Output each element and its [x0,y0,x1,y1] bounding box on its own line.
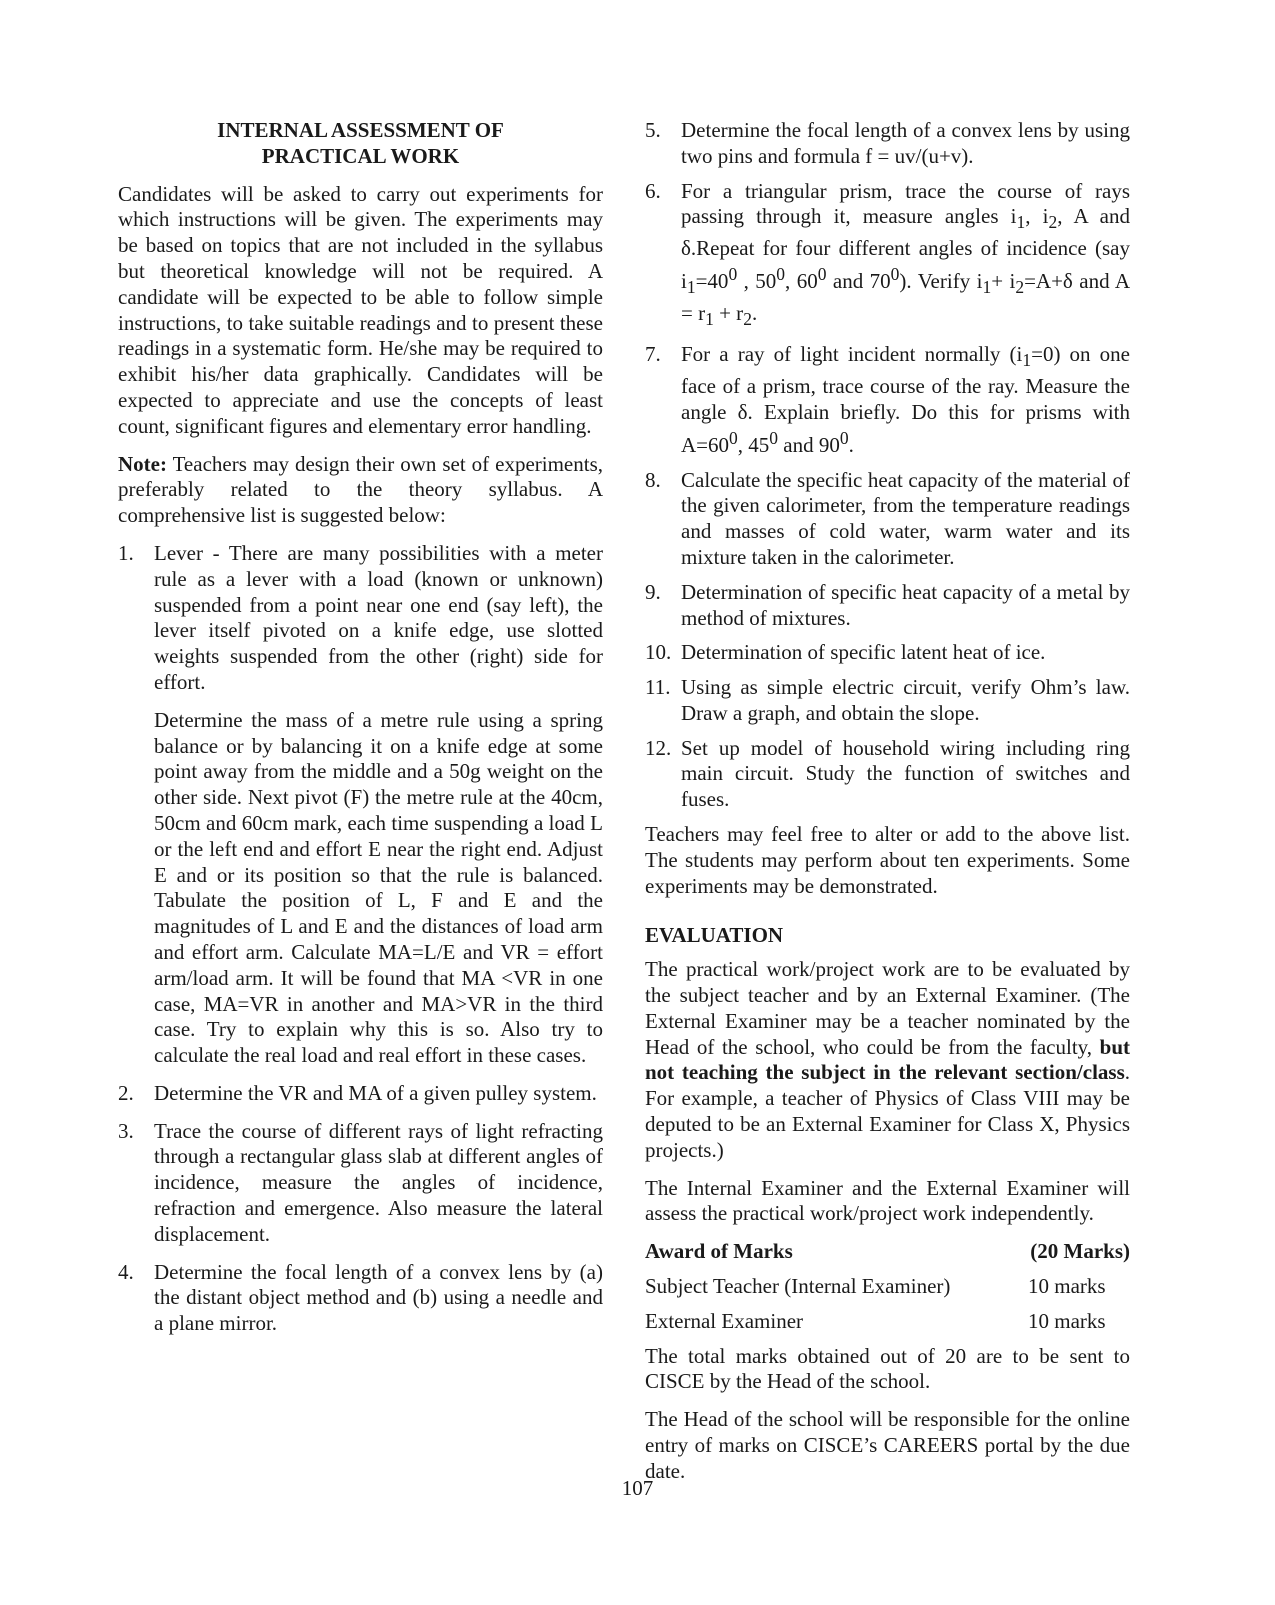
right-column [645,118,1130,1497]
item-text [681,179,1130,334]
marks-value: 10 marks [1028,1274,1106,1299]
closing-paragraph: Teachers may feel free to alter or add to the above list. The students may perform about ten experiments. Some experiments may be demonstrated. [645,822,1130,898]
item-number: 2. [118,1080,134,1105]
experiment-list-right [645,118,1130,813]
emphasis-text: but not teaching the subject in the relevant section/class [645,1034,1130,1085]
subscript: 2 [1015,277,1025,298]
total-marks-paragraph: The total marks obtained out of 20 are to be sent to CISCE by the Head of the school. [645,1343,1130,1394]
text-run: . [751,301,758,326]
item-text: Determine the focal length of a convex lens by using two pins and formula f = uv/(u+v). [681,118,1130,168]
list-item [645,179,1130,334]
text-run: =A+δ and A = r [681,269,1131,326]
evaluation-heading: EVALUATION [645,923,784,948]
subscript: 2 [743,309,752,330]
item-text: Determination of specific heat capacity of a metal by method of mixtures. [681,579,1130,630]
item-number: 8. [645,467,661,492]
subscript: 1 [1022,350,1032,371]
item-text [681,342,1130,458]
superscript: 0 [890,264,900,285]
title-line-2: PRACTICAL WORK [261,143,460,168]
text-run: , 60 [785,269,818,294]
text-run: and 70 [826,269,891,294]
subscript: 1 [705,309,714,330]
independent-assessment-paragraph: The Internal Examiner and the External Examiner will assess the practical work/project work independently. [645,1175,1130,1226]
marks-row [645,1309,1130,1335]
award-total: (20 Marks) [1030,1239,1130,1264]
marks-row [645,1274,1130,1300]
item-text: Calculate the specific heat capacity of the material of the given calorimeter, from the temperature readings and masses of cold water, warm water and its mixture taken in the calorimeter. [681,467,1130,569]
subscript: 1 [1016,212,1026,233]
item-number: 6. [645,178,661,203]
item-text: Determination of specific latent heat of ice. [681,640,1046,665]
item-number: 3. [118,1118,134,1143]
note-text: Teachers may design their own set of experiments, preferably related to the theory syllabus. A comprehensive list is suggested below: [118,451,603,528]
text-run: . [848,432,854,457]
award-of-marks-row [645,1239,1130,1265]
item-text: Using as simple electric circuit, verify Ohm’s law. Draw a graph, and obtain the slope. [681,675,1130,725]
text-run: , 45 [737,432,770,457]
list-item [118,541,603,1069]
section-title [118,118,603,170]
item-subparagraph: Determine the mass of a metre rule using a spring balance or by balancing it on a knife edge at some point away from the middle and a 50g weight on the other side. Next pivot (F) the metre rule at the 40cm, 50cm and 60cm mark, each time suspending a load L or the left end and effort E near the right end. Adjust E and or its position so that the rule is balanced. Tabulate the position of L, F and E and the magnitudes of L and E and the distances of load arm and effort arm. Calculate MA=L/E and VR = effort arm/load arm. It will be found that MA <VR in one case, MA=VR in another and MA>VR in the third case. Try to explain why this is so. Also try to calculate the real load and real effort in these cases. [154,707,603,1068]
text-run: =0) on one face of a prism, trace course of the ray. Measure the angle δ. Explain briefly. Do this for prisms with A=60 [681,342,1130,457]
superscript: 0 [729,427,738,448]
text-run: . For example, a teacher of Physics of Class VIII may be deputed to be an External Examiner for Class X, Physics projects.) [645,1060,1130,1162]
marks-label: External Examiner [645,1308,804,1333]
text-run: =40 [695,269,729,294]
list-item [118,1081,603,1107]
list-item [645,468,1130,571]
list-item [645,675,1130,727]
text-run: and 90 [778,432,840,457]
item-text: Determine the focal length of a convex lens by (a) the distant object method and (b) using a needle and a plane mirror. [154,1259,603,1336]
subscript: 2 [1048,212,1058,233]
online-entry-paragraph: The Head of the school will be responsible for the online entry of marks on CISCE’s CAREERS portal by the due date. [645,1407,1130,1483]
list-item [645,342,1130,458]
text-run: + i [991,269,1016,294]
superscript: 0 [728,264,738,285]
left-column [118,118,603,1349]
title-line-1: INTERNAL ASSESSMENT OF [217,118,504,142]
item-number: 7. [645,342,661,367]
text-run: , 50 [737,269,777,294]
intro-paragraph: Candidates will be asked to carry out experiments for which instructions will be given. The experiments may be based on topics that are not included in the syllabus but theoretical knowledge will not be required. A candidate will be expected to be able to follow simple instructions, to take suitable readings and to present these readings in a systematic form. He/she may be required to exhibit his/her data graphically. Candidates will be expected to appreciate and use the concepts of least count, significant figures and elementary error handling. [118,181,603,438]
page-number: 107 [621,1476,654,1500]
list-item [118,1119,603,1248]
note-paragraph [118,452,603,529]
list-item [645,640,1130,666]
award-label: Award of Marks [645,1239,793,1264]
subscript: 1 [982,277,992,298]
item-text: Set up model of household wiring including ring main circuit. Study the function of switches and fuses. [681,735,1130,812]
note-label: Note: [118,451,167,476]
item-text: Determine the VR and MA of a given pulley system. [154,1080,597,1105]
experiment-list-left [118,541,603,1337]
text-run: + r [713,301,744,326]
list-item [645,118,1130,170]
superscript: 0 [776,264,786,285]
list-item [645,580,1130,632]
text-run: For a triangular prism, trace the course of rays passing through it, measure angles i [681,178,1130,229]
item-number: 9. [645,579,661,604]
text-run: The practical work/project work are to be evaluated by the subject teacher and by an External Examiner. (The External Examiner may be a teacher nominated by the Head of the school, who could be from the faculty, [645,957,1130,1059]
item-number: 5. [645,118,661,142]
subscript: 1 [686,277,696,298]
superscript: 0 [839,427,849,448]
superscript: 0 [817,264,827,285]
marks-label: Subject Teacher (Internal Examiner) [645,1274,951,1299]
item-number: 12. [645,735,672,760]
text-run: , A and δ.Repeat for four different angles of incidence (say i [681,204,1130,294]
evaluation-paragraph [645,957,1130,1163]
list-item [118,1260,603,1337]
item-number: 4. [118,1259,134,1284]
superscript: 0 [769,427,779,448]
text-run: For a ray of light incident normally (i [681,342,1023,367]
item-number: 11. [645,675,671,700]
item-number: 10. [645,640,672,665]
item-text: Trace the course of different rays of light refracting through a rectangular glass slab at different angles of incidence, measure the angles of incidence, refraction and emergence. Also measure the lateral displacement. [154,1118,603,1246]
list-item [645,736,1130,813]
item-number: 1. [118,540,134,565]
text-run: ). Verify i [899,269,983,294]
marks-value: 10 marks [1028,1308,1106,1333]
item-text: Lever - There are many possibilities with a meter rule as a lever with a load (known or unknown) suspended from a point near one end (say left), the lever itself pivoted on a knife edge, use slotted weights suspended from the other (right) side for effort. [154,540,603,694]
text-run: , i [1025,204,1049,229]
